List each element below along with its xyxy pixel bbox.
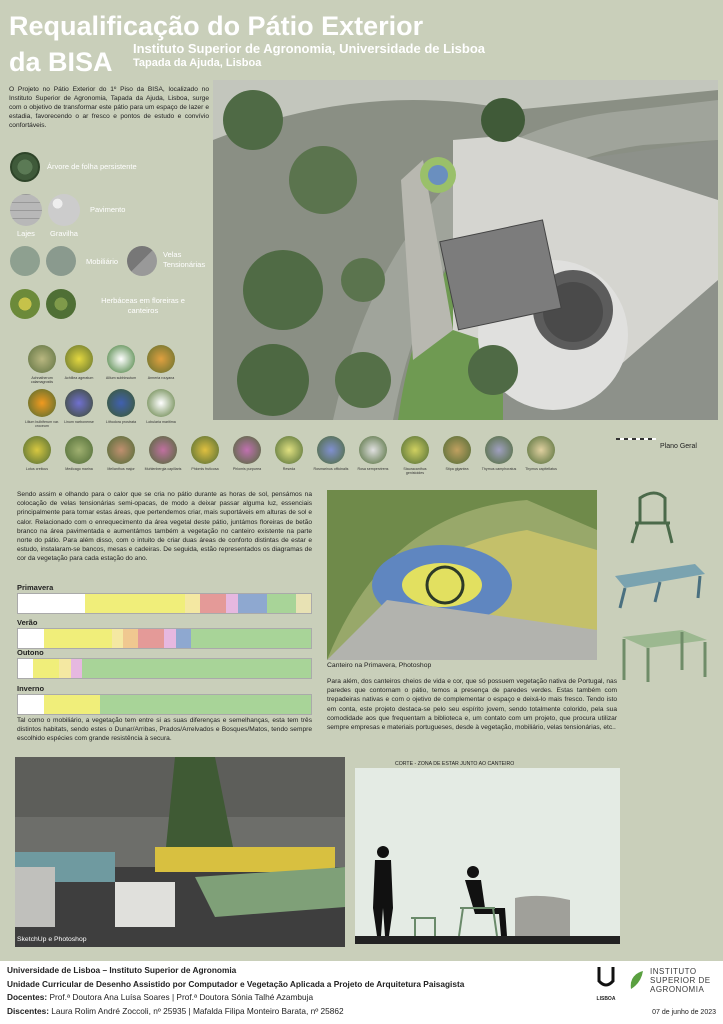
species-photo — [28, 389, 56, 417]
species-photo — [65, 389, 93, 417]
footer-university: Universidade de Lisboa – Instituto Superior de Agronomia — [7, 965, 237, 975]
season-color-bar — [17, 658, 312, 679]
species-photo — [147, 389, 175, 417]
species-label: Muhlenbergia capillaris — [144, 467, 182, 471]
species-photo — [65, 345, 93, 373]
species-label: Medicago marina — [65, 467, 93, 471]
species-photo — [401, 436, 429, 464]
species-label: Allium subhirsutum — [105, 376, 137, 380]
species-photo — [233, 436, 261, 464]
species-photo — [107, 389, 135, 417]
isa-logo-text: INSTITUTO SUPERIOR DE AGRONOMIA — [650, 967, 711, 994]
footer-date: 07 de junho de 2023 — [652, 1009, 716, 1016]
herbs-icon-2 — [46, 289, 76, 319]
legend-furniture-label: Mobiliário — [86, 257, 119, 266]
subtitle-institution: Instituto Superior de Agronomia, Universidade de Lisboa — [133, 41, 486, 56]
subtitle-location: Tapada da Ajuda, Lisboa — [133, 57, 262, 69]
species-photo — [147, 345, 175, 373]
species-photo — [191, 436, 219, 464]
species-photo — [443, 436, 471, 464]
color-segment — [138, 629, 164, 648]
species-label: Thymus capitellatus — [525, 467, 557, 471]
color-segment — [164, 629, 176, 648]
students-label: Discentes: — [7, 1006, 49, 1016]
species-label: Melianthus major — [107, 467, 135, 471]
species-photo — [527, 436, 555, 464]
legend-gravel-label: Gravilha — [50, 229, 78, 238]
color-segment — [71, 659, 83, 678]
section-illustration — [355, 768, 620, 944]
footer-students — [7, 1006, 344, 1016]
footer-teachers — [7, 992, 313, 1002]
season-label: Inverno — [17, 684, 45, 693]
species-photo — [485, 436, 513, 464]
legend-tree-label: Árvore de folha persistente — [47, 162, 137, 171]
color-segment — [100, 695, 311, 714]
color-segment — [226, 594, 238, 613]
students-names: Laura Rolim André Zoccoli, nº 25935 | Mafalda Filipa Monteiro Barata, nº 25862 — [51, 1006, 344, 1016]
sketchup-caption: SketchUp e Photoshop — [17, 936, 87, 943]
poster-title: Requalificação do Pátio Exterior da BISA — [9, 11, 424, 77]
season-color-bar — [17, 593, 312, 614]
color-segment — [191, 629, 311, 648]
color-segment — [185, 594, 200, 613]
species-label: Phlomis purpurea — [232, 467, 262, 471]
canteiro-render-image — [327, 490, 597, 660]
species-photo — [107, 436, 135, 464]
color-segment — [18, 695, 44, 714]
isa-logo-icon — [627, 967, 647, 993]
species-label: Achillea ageratum — [64, 376, 94, 380]
species-label: Linum narbonense — [64, 420, 94, 424]
species-label: Rosmarinus officinalis — [313, 467, 349, 471]
section-drawing — [355, 768, 620, 944]
species-label: Reseda — [282, 467, 296, 471]
color-segment — [238, 594, 267, 613]
species-photo — [65, 436, 93, 464]
furniture-icon — [10, 246, 40, 276]
color-segment — [123, 629, 138, 648]
legend-herbs-label: Herbáceas em floreiras e canteiros — [101, 296, 185, 315]
section-caption: CORTE - ZONA DE ESTAR JUNTO AO CANTEIRO — [395, 761, 515, 767]
species-photo — [275, 436, 303, 464]
season-label: Verão — [17, 618, 38, 627]
teachers-label: Docentes: — [7, 992, 48, 1002]
furniture-icon-2 — [46, 246, 76, 276]
species-label: Stauracanthus genistoides — [403, 467, 427, 475]
color-segment — [18, 629, 44, 648]
plan-label: Plano Geral — [660, 443, 697, 450]
ulisboa-logo — [593, 963, 619, 1002]
color-segment — [267, 594, 296, 613]
species-label: Phlomis fruticosa — [191, 467, 219, 471]
teachers-names: Prof.ª Doutora Ana Luísa Soares | Prof.ª Doutora Sónia Talhé Azambuja — [49, 992, 314, 1002]
text-left: Sendo assim e olhando para o calor que se cria no pátio durante as horas de sol, pensámos na colocação de velas tensionárias semi-opacas, de modo a deixar passar alguma luz, essenciais principalmente para tornar estas áreas, que pertendemos criar, mais suportáveis em alturas de sol e calor. Relacionado com o enrequecimento da área vegetal deste pátio, juntámos floreiras de betão branco na área pavimentada e aumentámos também a vegetação no canteiro existente na parte norte do pátio. Para além disso, com o intuito de criar duas áreas de conforto distintas de estar e estudo, instalaram-se bancos, mesas e cadeiras. De seguida, estão representados os diagramas de cor da vegetação para cada estação do ano. — [17, 491, 312, 563]
ulisboa-logo-icon — [593, 963, 619, 991]
species-label: Lilium bulbiferum var. croceum — [25, 420, 59, 428]
species-label: Stipa gigantea — [445, 467, 469, 471]
species-label: Armeria rouyana — [147, 376, 175, 380]
season-color-bar — [17, 628, 312, 649]
sketchup-render-image — [15, 757, 345, 947]
color-segment — [112, 629, 124, 648]
color-segment — [85, 594, 185, 613]
legend-paving-label: Pavimento — [90, 205, 126, 214]
bench-drawing — [610, 556, 710, 611]
species-label: Lithodora prostrata — [105, 420, 137, 424]
table-image — [612, 622, 712, 684]
species-label: Thymus camphoratus — [481, 467, 517, 471]
site-plan-drawing — [213, 80, 718, 420]
species-photo — [359, 436, 387, 464]
ulisboa-logo-text: LISBOA — [596, 996, 616, 1002]
color-segment — [82, 659, 311, 678]
text-right: Para além, dos canteiros cheios de vida e cor, que só possuem vegetação nativa de Portugal, nas paredes que contornam o pátio, temos a presença de paredes verdes. Estas também com trepadeiras nativas e com o ojetivo de complementar o espaço e deixá-lo mais fresco. Tendo isto em conta, este projeto destaca-se pelo seu espírito jovem, sendo totalmente colorido, pela sua comodidade aos que frequentam a biblioteca e, um contato com um projeto, que procura utilizar sempre empresas e materiais portugueses, desde à vegetação, mobiliário, velas tensionárias, etc.. — [327, 678, 617, 732]
bench-image — [610, 556, 710, 611]
site-plan — [213, 80, 718, 420]
species-label: Rosa sempervirens — [357, 467, 389, 471]
species-photo — [107, 345, 135, 373]
scale-bar — [616, 438, 656, 440]
species-label: Lobularia maritima — [146, 420, 176, 424]
season-label: Primavera — [17, 583, 54, 592]
species-photo — [23, 436, 51, 464]
legend-sails-label: Velas Tensionárias — [163, 250, 206, 269]
sketchup-render — [15, 757, 345, 947]
color-segment — [44, 695, 100, 714]
intro-text: O Projeto no Pátio Exterior do 1º Piso da BISA, localizado no Instituto Superior de Agronomia, Tapada da Ajuda, Lisboa, surge com o objetivo de transformar este pátio para um espaço de lazer e estadia, favorecendo o ar fresco e pontos de estudo e convívio confortáveis. — [9, 86, 209, 129]
text-left-2: Tal como o mobiliário, a vegetação tem entre si as suas diferenças e semelhanças, esta tem três distintos habitats, sendo estes o Dunar/Arribas, Prados/Arrelvados e Bosques/Matos, tendo sempre escolhido espécies com grande resistência à secura. — [17, 717, 312, 743]
season-label: Outono — [17, 648, 44, 657]
species-label: Lotus creticus — [25, 467, 49, 471]
footer — [0, 961, 723, 1024]
legend-slabs-label: Lajes — [17, 229, 35, 238]
chair-image — [610, 488, 710, 546]
tension-sail-icon — [127, 246, 157, 276]
canteiro-render — [327, 490, 597, 660]
footer-course: Unidade Curricular de Desenho Assistido por Computador e Vegetação Aplicada a Projeto de Arquitetura Paisagista — [7, 979, 465, 989]
species-photo — [149, 436, 177, 464]
color-segment — [296, 594, 311, 613]
table-drawing — [612, 622, 712, 684]
canteiro-caption: Canteiro na Primavera, Photoshop — [327, 662, 432, 669]
herbs-icon — [10, 289, 40, 319]
color-segment — [33, 659, 59, 678]
isa-leaf-icon — [627, 967, 647, 993]
gravel-icon — [48, 194, 80, 226]
slab-paving-icon — [10, 194, 42, 226]
color-segment — [59, 659, 71, 678]
tree-symbol-icon — [10, 152, 40, 182]
chair-drawing — [610, 488, 710, 546]
season-color-bar — [17, 694, 312, 715]
color-segment — [200, 594, 226, 613]
color-segment — [18, 594, 85, 613]
species-photo — [28, 345, 56, 373]
color-segment — [176, 629, 191, 648]
species-label: Achnatherum calamagrostis — [30, 376, 54, 384]
color-segment — [44, 629, 111, 648]
color-segment — [18, 659, 33, 678]
species-photo — [317, 436, 345, 464]
